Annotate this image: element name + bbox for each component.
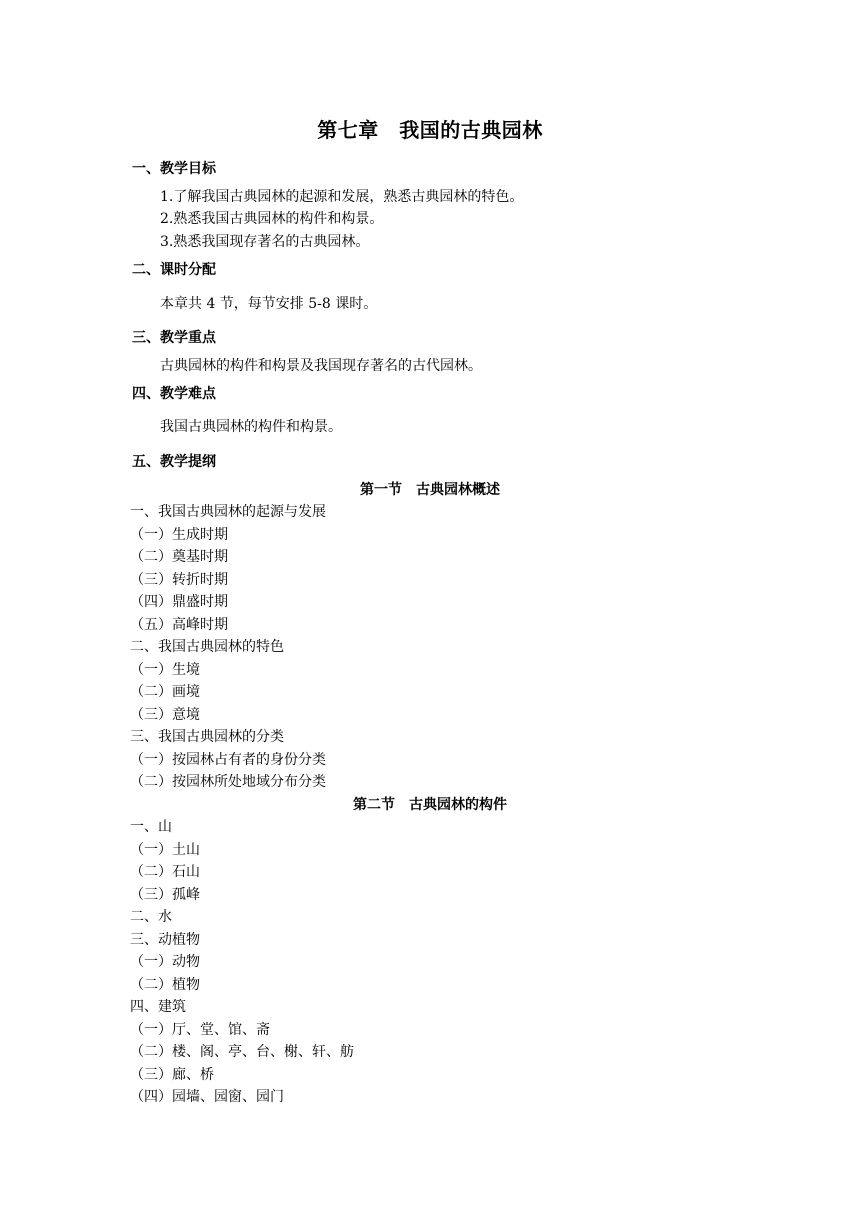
outline-heading: 五、教学提纲 (132, 454, 216, 470)
objective-item: 2.熟悉我国古典园林的构件和构景。 (160, 211, 384, 227)
outline-line: 三、动植物 (130, 932, 200, 948)
outline-line: （一）厅、堂、馆、斋 (130, 1022, 270, 1038)
outline-line: 一、我国古典园林的起源与发展 (130, 504, 326, 520)
objectives-heading: 一、教学目标 (132, 161, 216, 177)
chapter-title: 第七章 我国的古典园林 (317, 118, 543, 142)
outline-line: （四）园墙、园窗、园门 (130, 1089, 284, 1105)
outline-line: （二）画境 (130, 684, 200, 700)
outline-line: （一）生境 (130, 662, 200, 678)
objective-item: 1.了解我国古典园林的起源和发展，熟悉古典园林的特色。 (160, 189, 524, 205)
outline-line: （一）按园林占有者的身份分类 (130, 752, 326, 768)
outline-line: （一）土山 (130, 842, 200, 858)
section1-title: 第一节 古典园林概述 (360, 482, 500, 498)
hours-heading: 二、课时分配 (132, 262, 216, 278)
outline-line: （二）植物 (130, 977, 200, 993)
outline-line: （三）转折时期 (130, 572, 228, 588)
key-points-heading: 三、教学重点 (132, 330, 216, 346)
outline-line: （三）廊、桥 (130, 1067, 214, 1083)
outline-line: （二）按园林所处地域分布分类 (130, 774, 326, 790)
outline-line: （二）楼、阁、亭、台、榭、轩、舫 (130, 1044, 354, 1060)
outline-line: 三、我国古典园林的分类 (130, 729, 284, 745)
outline-line: （五）高峰时期 (130, 617, 228, 633)
hours-text: 本章共 4 节，每节安排 5-8 课时。 (160, 296, 378, 312)
outline-line: （一）生成时期 (130, 527, 228, 543)
outline-line: 二、我国古典园林的特色 (130, 639, 284, 655)
outline-line: （一）动物 (130, 954, 200, 970)
difficulties-text: 我国古典园林的构件和构景。 (160, 419, 342, 435)
outline-line: （二）石山 (130, 864, 200, 880)
section2-title: 第二节 古典园林的构件 (353, 797, 507, 813)
objective-item: 3.熟悉我国现存著名的古典园林。 (160, 234, 370, 250)
outline-line: （三）意境 (130, 707, 200, 723)
outline-line: 一、山 (130, 819, 172, 835)
outline-line: （三）孤峰 (130, 887, 200, 903)
outline-line: （四）鼎盛时期 (130, 594, 228, 610)
key-points-text: 古典园林的构件和构景及我国现存著名的古代园林。 (160, 358, 482, 374)
outline-line: 二、水 (130, 909, 172, 925)
outline-line: 四、建筑 (130, 999, 186, 1015)
difficulties-heading: 四、教学难点 (132, 386, 216, 402)
outline-line: （二）奠基时期 (130, 549, 228, 565)
